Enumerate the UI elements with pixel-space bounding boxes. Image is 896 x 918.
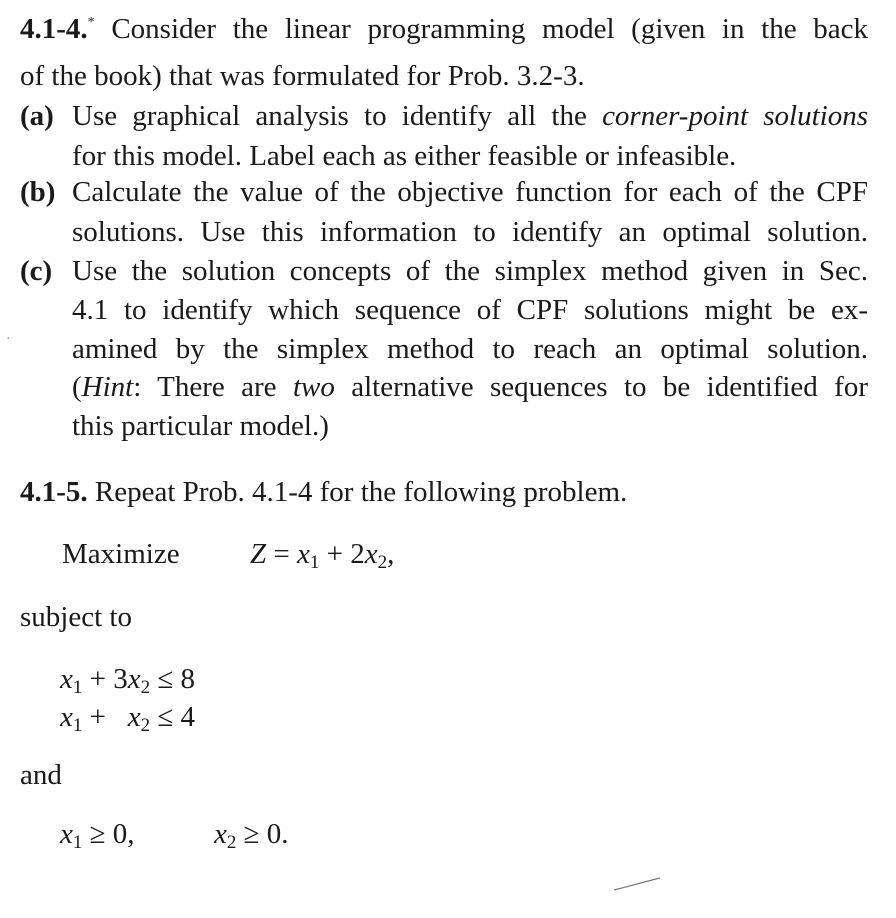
part-c-label: (c) bbox=[20, 255, 53, 287]
part-c-line-2: 4.1 to identify which sequence of CPF solutions might be ex- bbox=[72, 294, 868, 326]
problem-statement: Repeat Prob. 4.1-4 for the following problem. bbox=[94, 476, 628, 508]
nonnegativity-x1: $x_1 \ge 0$, bbox=[60, 818, 135, 853]
problem-number: 4.1-5. bbox=[20, 476, 88, 508]
problem-marker: * bbox=[87, 15, 95, 30]
problem-intro-line-1: Consider the linear programming model (given in the back bbox=[111, 13, 868, 45]
hint-text-rest: alternative sequences to be identified for bbox=[351, 371, 868, 403]
part-a-text: Use graphical analysis to identify all the bbox=[72, 100, 587, 132]
maximize-label: Maximize bbox=[62, 538, 180, 570]
part-b-line-2: solutions. Use this information to identify an optimal solution. bbox=[72, 216, 868, 248]
scan-speck: · bbox=[6, 332, 11, 347]
objective-function: $Z = x_1 + 2x_2$, bbox=[250, 538, 395, 573]
hint-text: : There are bbox=[133, 371, 277, 403]
part-c-line-1: Use the solution concepts of the simplex method given in Sec. bbox=[72, 255, 868, 287]
problem-4-1-4-line-1 bbox=[20, 10, 868, 48]
problem-4-1-4-line-2: of the book) that was formulated for Prob. 3.2-3. bbox=[20, 60, 585, 92]
part-c-line-4 bbox=[72, 368, 868, 406]
emphasis-two: two bbox=[292, 371, 335, 403]
subject-to-label: subject to bbox=[20, 601, 132, 633]
paren: ( bbox=[72, 371, 82, 403]
nonnegativity-x2: $x_2 \ge 0$. bbox=[214, 818, 289, 853]
and-label: and bbox=[20, 759, 62, 791]
part-c-line-5: this particular model.) bbox=[72, 410, 329, 442]
problem-number: 4.1-4. bbox=[20, 13, 88, 45]
part-a-line-2: for this model. Label each as either feasible or infeasible. bbox=[72, 140, 737, 172]
part-a-label: (a) bbox=[20, 100, 54, 132]
constraint-1: $x_1 + 3x_2 \le 8$ bbox=[60, 663, 196, 698]
problem-4-1-5-line bbox=[20, 473, 627, 511]
part-b-line-1: Calculate the value of the objective function for each of the CPF bbox=[72, 176, 868, 208]
part-a-term: corner-point solutions bbox=[602, 100, 869, 132]
part-c-line-3: amined by the simplex method to reach an optimal solution. bbox=[72, 333, 868, 365]
part-b-label: (b) bbox=[20, 176, 56, 208]
constraint-2: $x_1 + x_2 \le 4$ bbox=[60, 701, 196, 736]
hint-label: Hint bbox=[81, 371, 134, 403]
pen-stroke-mark bbox=[612, 876, 662, 892]
part-a-line-1 bbox=[72, 97, 868, 135]
